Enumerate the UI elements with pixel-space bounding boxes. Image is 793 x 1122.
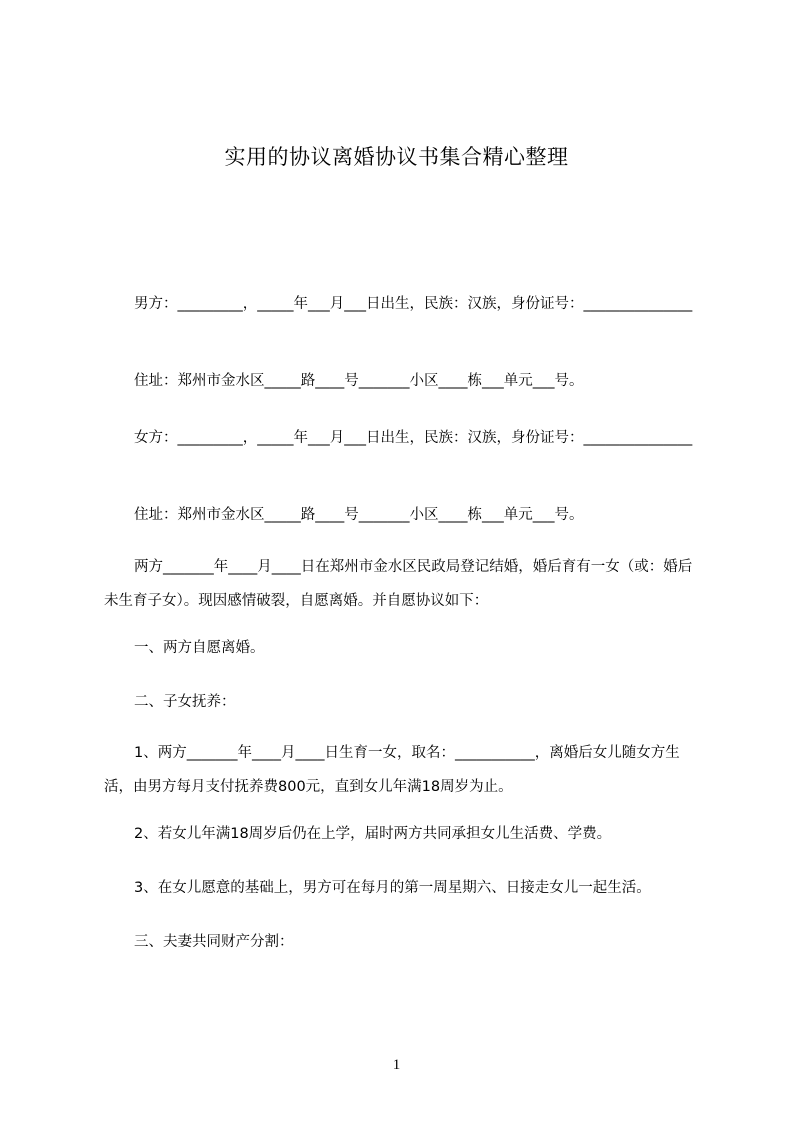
child-support-item-1: 1、两方_______年____月____日生育一女，取名：___________，离婚后女儿随女方生活，由男方每月支付抚养费800元，直到女儿年满18周岁为止。 [104, 745, 680, 795]
clause-3-heading: 三、夫妻共同财产分割： [134, 934, 294, 950]
marriage-statement: 两方_______年____月____日在郑州市金水区民政局登记结婚，婚后育有一女（或：婚后未生育子女）。现因感情破裂，自愿离婚。并自愿协议如下： [104, 559, 693, 609]
clause-2-heading: 二、子女抚养： [134, 694, 236, 710]
female-party-address: 住址：郑州市金水区_____路____号_______小区____栋___单元___号。 [134, 507, 584, 523]
document-title: 实用的协议离婚协议书集合精心整理 [224, 145, 569, 169]
clause-1-heading: 一、两方自愿离婚。 [134, 640, 265, 656]
page-number: 1 [392, 1057, 401, 1073]
female-party-info: 女方：_________，_____年___月___日出生，民族：汉族，身份证号：_______________ [134, 430, 693, 446]
male-party-info: 男方：_________，_____年___月___日出生，民族：汉族，身份证号：_______________ [134, 296, 693, 312]
male-party-address: 住址：郑州市金水区_____路____号_______小区____栋___单元___号。 [134, 373, 584, 389]
child-support-item-2: 2、若女儿年满18周岁后仍在上学，届时两方共同承担女儿生活费、学费。 [134, 826, 612, 842]
child-support-item-3: 3、在女儿愿意的基础上，男方可在每月的第一周星期六、日接走女儿一起生活。 [134, 880, 651, 896]
